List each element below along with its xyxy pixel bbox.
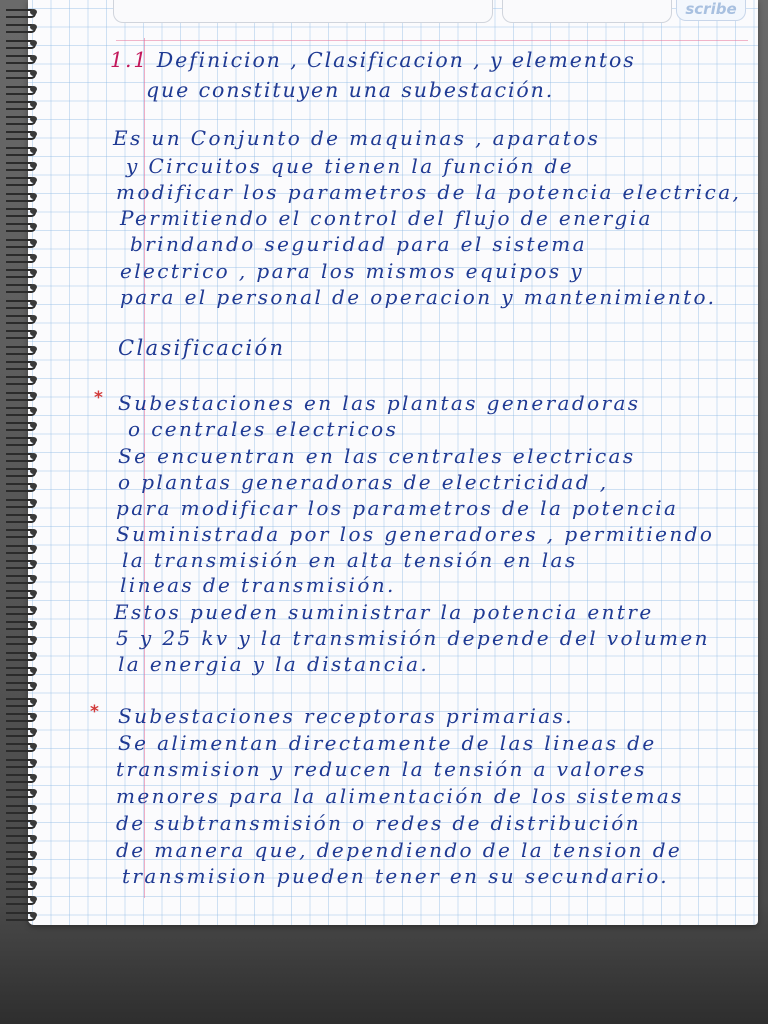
binding-hole [30, 759, 37, 765]
binding-hole [30, 621, 37, 627]
spiral-coil [6, 788, 56, 797]
spiral-coil [6, 100, 56, 109]
binding-hole [30, 193, 37, 199]
spiral-coil [6, 467, 56, 476]
spiral-coil [6, 222, 56, 231]
definition-line: brindando seguridad para el sistema [130, 232, 587, 256]
title-text-1: Definicion , Clasificacion , y elementos [156, 48, 636, 72]
spiral-coil [6, 283, 56, 292]
section1-body-line: Suministrada por los generadores , permitiendo [116, 522, 715, 546]
binding-hole [30, 453, 37, 459]
spiral-coil [6, 911, 56, 920]
spiral-coil [6, 406, 56, 415]
definition-line: electrico , para los mismos equipos y [120, 259, 584, 283]
binding-hole [30, 652, 37, 658]
spiral-coil [6, 865, 56, 874]
spiral-coil [6, 69, 56, 78]
binding-hole [30, 774, 37, 780]
binding-hole [30, 376, 37, 382]
section1-body-line: Se encuentran en las centrales electricas [118, 444, 636, 468]
section2-body-line: menores para la alimentación de los sistemas [116, 784, 684, 808]
spiral-coil [6, 773, 56, 782]
binding-hole [30, 636, 37, 642]
spiral-coil [6, 452, 56, 461]
section1-body-line: o plantas generadoras de electricidad , [118, 470, 609, 494]
binding-hole [30, 682, 37, 688]
spiral-coil [6, 360, 56, 369]
binding-hole [30, 300, 37, 306]
spiral-coil [6, 895, 56, 904]
binding-hole [30, 789, 37, 795]
binding-hole [30, 131, 37, 137]
spiral-coil [6, 804, 56, 813]
spiral-coil [6, 482, 56, 491]
binding-hole [30, 896, 37, 902]
notebook-brand-logo: scribe [676, 0, 746, 21]
section2-body-line: Se alimentan directamente de las lineas de [118, 731, 657, 755]
spiral-coil [6, 299, 56, 308]
binding-hole [30, 820, 37, 826]
binding-hole [30, 407, 37, 413]
binding-hole [30, 835, 37, 841]
binding-hole [30, 912, 37, 918]
spiral-coil [6, 161, 56, 170]
binding-hole [30, 147, 37, 153]
spiral-coil [6, 253, 56, 262]
binding-hole [30, 254, 37, 260]
title-number: 1.1 [110, 48, 149, 72]
spiral-coil [6, 697, 56, 706]
binding-hole [30, 330, 37, 336]
section1-body-line: Estos pueden suministrar la potencia entre [114, 600, 654, 624]
binding-hole [30, 866, 37, 872]
binding-hole [30, 437, 37, 443]
binding-hole [30, 667, 37, 673]
spiral-coil [6, 192, 56, 201]
section1-body-line: para modificar los parametros de la potencia [116, 496, 679, 520]
section2-body-line: de manera que, dependiendo de la tension de [116, 838, 683, 862]
binding-hole [30, 40, 37, 46]
spiral-coil [6, 176, 56, 185]
binding-hole [30, 743, 37, 749]
spiral-coil [6, 436, 56, 445]
binding-hole [30, 162, 37, 168]
spiral-coil [6, 819, 56, 828]
definition-line: Permitiendo el control del flujo de energia [120, 206, 653, 230]
binding-hole [30, 284, 37, 290]
spiral-coil [6, 850, 56, 859]
section1-body-line: la transmisión en alta tensión en las [122, 548, 578, 572]
section2-body-line: transmision y reducen la tensión a valores [116, 757, 647, 781]
binding-hole [30, 239, 37, 245]
spiral-coil [6, 605, 56, 614]
spiral-coil [6, 620, 56, 629]
bullet-star-icon: * [90, 702, 99, 722]
spiral-coil [6, 345, 56, 354]
spiral-coil [6, 589, 56, 598]
binding-hole [30, 177, 37, 183]
binding-hole [30, 713, 37, 719]
binding-hole [30, 590, 37, 596]
spiral-coil [6, 635, 56, 644]
spiral-coil [6, 758, 56, 767]
spiral-coil [6, 727, 56, 736]
section2-body-line: transmision pueden tener en su secundario. [122, 864, 670, 888]
binding-hole [30, 606, 37, 612]
section1-body-line: 5 y 25 kv y la transmisión depende del volumen [116, 626, 710, 650]
spiral-coil [6, 54, 56, 63]
spiral-coil [6, 375, 56, 384]
binding-hole [30, 529, 37, 535]
spiral-coil [6, 268, 56, 277]
binding-hole [30, 70, 37, 76]
spiral-coil [6, 574, 56, 583]
binding-hole [30, 805, 37, 811]
binding-hole [30, 392, 37, 398]
section1-body-line: lineas de transmisión. [120, 573, 396, 597]
section1-heading-line: Subestaciones en las plantas generadoras [118, 391, 641, 415]
spiral-coil [6, 651, 56, 660]
binding-hole [30, 24, 37, 30]
spiral-binding [0, 0, 60, 925]
spiral-coil [6, 880, 56, 889]
binding-hole [30, 560, 37, 566]
section2-body-line: de subtransmisión o redes de distribución [116, 811, 642, 835]
spiral-coil [6, 559, 56, 568]
spiral-coil [6, 498, 56, 507]
section2-heading: Subestaciones receptoras primarias. [118, 704, 574, 728]
binding-hole [30, 698, 37, 704]
spiral-coil [6, 712, 56, 721]
binding-hole [30, 208, 37, 214]
binding-hole [30, 9, 37, 15]
definition-line: y Circuitos que tienen la función de [126, 154, 574, 178]
spiral-coil [6, 742, 56, 751]
spiral-coil [6, 666, 56, 675]
spiral-coil [6, 238, 56, 247]
binding-hole [30, 545, 37, 551]
bullet-star-icon: * [94, 388, 103, 408]
binding-hole [30, 346, 37, 352]
spiral-coil [6, 513, 56, 522]
binding-hole [30, 101, 37, 107]
binding-hole [30, 468, 37, 474]
spiral-coil [6, 421, 56, 430]
spiral-coil [6, 544, 56, 553]
binding-hole [30, 514, 37, 520]
notebook-date-field [502, 0, 672, 23]
header-rule [116, 40, 748, 41]
section1-body-line: la energia y la distancia. [118, 652, 430, 676]
binding-hole [30, 86, 37, 92]
spiral-coil [6, 146, 56, 155]
title-line-2: que constituyen una subestación. [146, 78, 555, 102]
spiral-coil [6, 391, 56, 400]
spiral-coil [6, 23, 56, 32]
classification-heading: Clasificación [118, 336, 286, 360]
spiral-coil [6, 130, 56, 139]
definition-line: para el personal de operacion y mantenimiento. [120, 285, 717, 309]
binding-hole [30, 361, 37, 367]
spiral-coil [6, 8, 56, 17]
spiral-coil [6, 115, 56, 124]
binding-hole [30, 223, 37, 229]
spiral-coil [6, 681, 56, 690]
binding-hole [30, 851, 37, 857]
spiral-coil [6, 314, 56, 323]
spiral-coil [6, 528, 56, 537]
spiral-coil [6, 834, 56, 843]
spiral-coil [6, 39, 56, 48]
notebook-header-field [113, 0, 493, 23]
binding-hole [30, 55, 37, 61]
section1-heading-line: o centrales electricos [128, 417, 399, 441]
binding-hole [30, 315, 37, 321]
binding-hole [30, 499, 37, 505]
title-line-1 [110, 48, 636, 72]
spiral-coil [6, 207, 56, 216]
spiral-coil [6, 85, 56, 94]
spiral-coil [6, 329, 56, 338]
definition-line: modificar los parametros de la potencia electrica, [116, 180, 742, 204]
binding-hole [30, 483, 37, 489]
definition-line: Es un Conjunto de maquinas , aparatos [113, 126, 601, 150]
